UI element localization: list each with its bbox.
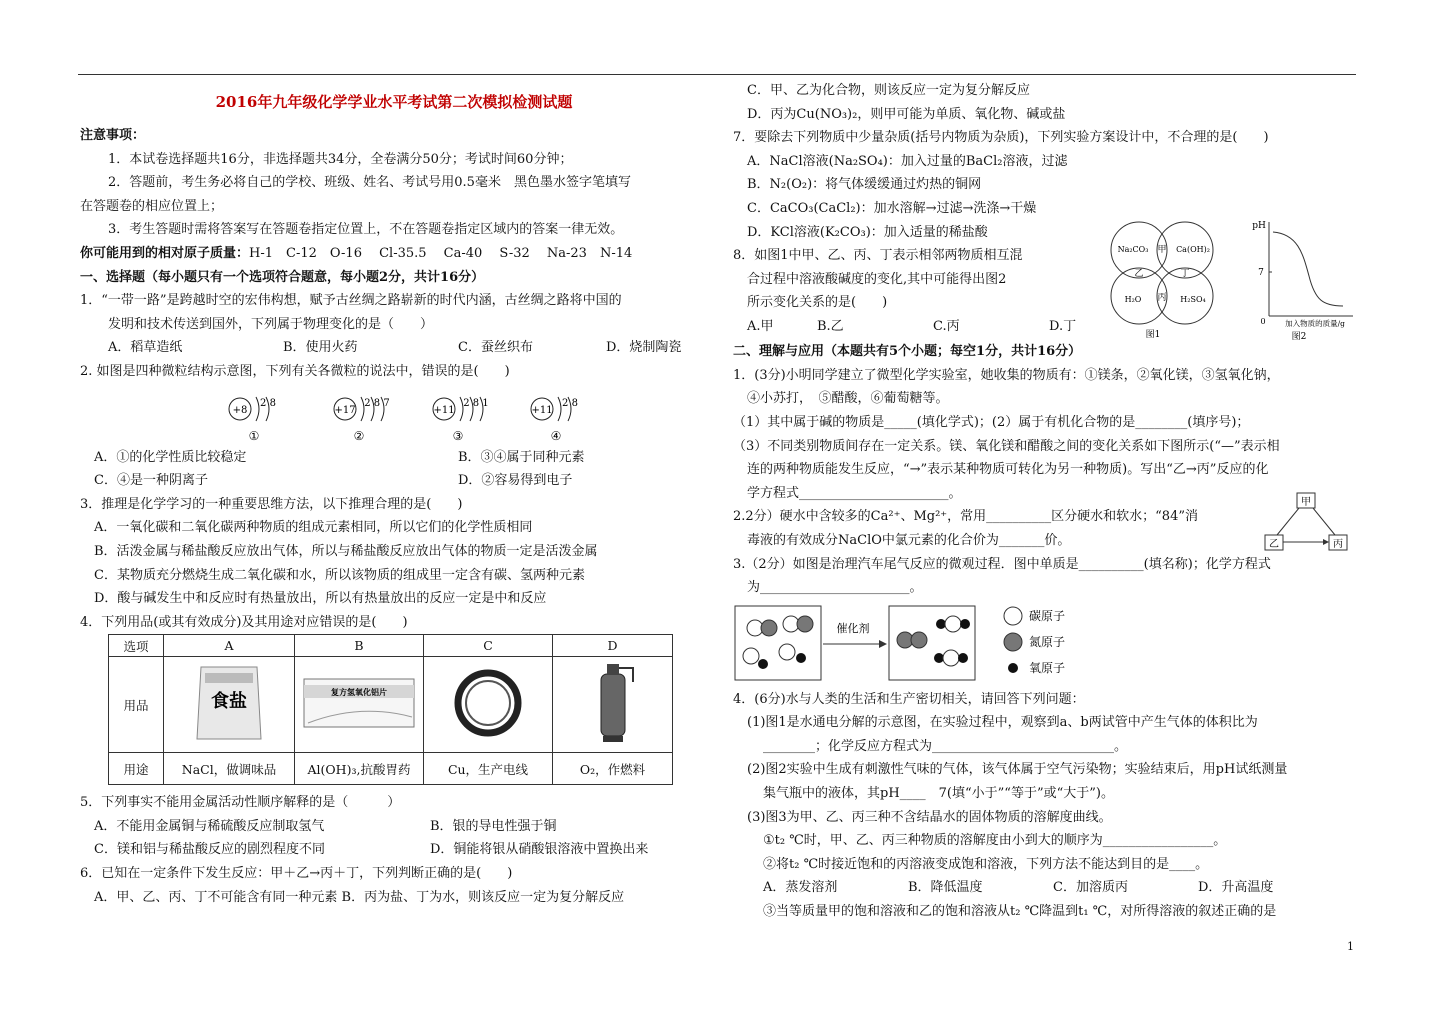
question-stem: 6．已知在一定条件下发生反应：甲＋乙→丙＋丁，下列判断正确的是( ): [80, 866, 513, 882]
table-header: A: [164, 635, 295, 657]
question-stem: 1．“一带一路”是跨越时空的宏伟构想，赋予古丝绸之路崭新的时代内涵，古丝绸之路将中国的: [80, 293, 622, 309]
option: D．升高温度: [1198, 880, 1274, 896]
svg-text:丙: 丙: [1157, 293, 1167, 304]
ph-figure-2: [1243, 214, 1355, 342]
right-column: [733, 79, 1355, 924]
section-heading: 二、理解与应用（本题共有5个小题；每空1分，共计16分）: [733, 344, 1082, 360]
question-stem: 7．要除去下列物质中少量杂质(括号内物质为杂质)，下列实验方案设计中，不合理的是( ): [733, 130, 1269, 146]
page-title: 2016年九年级化学学业水平考试第二次模拟检测试题: [215, 93, 573, 111]
option: D．铜能将银从硝酸银溶液中置换出来: [430, 842, 649, 858]
option: B.乙: [817, 318, 844, 334]
svg-text:7: 7: [1258, 268, 1264, 279]
svg-text:甲: 甲: [1301, 497, 1311, 509]
notice-item: 3．考生答题时需将答案写在答题卷指定位置上，不在答题卷指定区域内的答案一律无效。: [108, 222, 624, 238]
question-stem: (3)图3为甲、乙、丙三种不含结晶水的固体物质的溶解度曲线。: [747, 809, 1112, 825]
question-stem: 发明和技术传送到国外，下列属于物理变化的是（ ）: [108, 316, 434, 332]
table-cell: O₂，作燃料: [553, 753, 673, 785]
header-rule: [78, 74, 1356, 75]
option: C．加溶质丙: [1053, 880, 1128, 896]
shell-label: 2 8 1: [463, 397, 489, 409]
question-stem: ②将t₂ ℃时接近饱和的丙溶液变成饱和溶液，下列方法不能达到目的是____。: [763, 856, 1209, 872]
question-stem: 毒液的有效成分NaClO中氯元素的化合价为_______价。: [747, 532, 1071, 548]
option: B．N₂(O₂)：将气体缓缓通过灼热的铜网: [747, 177, 982, 193]
option: A．蒸发溶剂: [763, 880, 838, 896]
table-cell: Al(OH)₃,抗酸胃药: [295, 753, 424, 785]
svg-text:0: 0: [1260, 317, 1266, 327]
table-header: 选项: [109, 635, 164, 657]
option: A．稻草造纸: [108, 340, 183, 356]
particle-label: ②: [353, 428, 365, 442]
svg-text:H₂SO₄: H₂SO₄: [1180, 295, 1206, 305]
salt-bag-picture: [164, 657, 295, 753]
question-stem: ③当等质量甲的饱和溶液和乙的饱和溶液从t₂ ℃降温到t₁ ℃，对所得溶液的叙述正确的是: [763, 904, 1277, 920]
question-stem: 2.2分）硬水中含较多的Ca²⁺、Mg²⁺，常用__________区分硬水和软水；“84”消: [733, 509, 1198, 525]
venn-figure-1: [1107, 216, 1219, 341]
svg-text:乙: 乙: [1269, 539, 1279, 551]
question-stem: 所示变化关系的是( ): [747, 295, 888, 311]
question-stem: 合过程中溶液酸碱度的变化,其中可能得出图2: [747, 271, 1007, 287]
question-stem: （3）不同类别物质间存在一定关系。镁、氧化镁和醋酸之间的变化关系如下图所示(“—”表示相: [733, 438, 1280, 454]
question-stem: 集气瓶中的液体，其pH____ 7(填“小于”“等于”或“大于”)。: [763, 786, 1114, 802]
atomic-masses: [80, 242, 708, 266]
nucleus-label: +11: [433, 404, 455, 416]
legend-label: 氮原子: [1029, 634, 1066, 649]
particle-diagram: [80, 384, 708, 442]
notice-item: 在答题卷的相应位置上；: [80, 198, 224, 214]
oxygen-cylinder-picture: [553, 657, 673, 753]
atomic-label: 你可能用到的相对原子质量：: [80, 245, 250, 261]
notice-heading: 注意事项：: [80, 128, 146, 143]
option: D．酸与碱发生中和反应时有热量放出，所以有热量放出的反应一定是中和反应: [94, 591, 547, 607]
table-header: C: [424, 635, 553, 657]
option-row: [733, 876, 1355, 900]
svg-text:Ca(OH)₂: Ca(OH)₂: [1176, 245, 1210, 255]
svg-text:丙: 丙: [1333, 539, 1343, 551]
nucleus-label: +8: [232, 404, 248, 416]
option: D．②容易得到电子: [458, 473, 573, 489]
row-label: 用途: [109, 753, 164, 785]
option: C．蚕丝织布: [458, 340, 533, 356]
shell-label: 2 8: [562, 397, 578, 409]
option-row: [80, 469, 708, 493]
atomic-values: H-1 C-12 O-16 Cl-35.5 Ca-40 S-32 Na-23 N-14: [249, 245, 633, 261]
question-stem: （1）其中属于碱的物质是_____(填化学式)；(2）属于有机化合物的是________(填序号)；: [733, 414, 1250, 430]
option: D．KCl溶液(K₂CO₃)：加入适量的稀盐酸: [747, 224, 988, 240]
copper-wire-picture: [424, 657, 553, 753]
notice-item: 1．本试卷选择题共16分，非选择题共34分，全卷满分50分；考试时间60分钟；: [108, 151, 573, 167]
question-stem: 8．如图1中甲、乙、丙、丁表示相邻两物质相互混: [733, 248, 1023, 264]
option: A.甲: [747, 318, 774, 334]
question-stem: ________；化学反应方程式为____________________________。: [763, 738, 1128, 754]
page-number: 1: [1347, 940, 1354, 953]
question-stem: 2. 如图是四种微粒结构示意图，下列有关各微粒的说法中，错误的是( ): [80, 363, 510, 379]
option-row: [80, 446, 708, 470]
notice-item: 2．答题前，考生务必将自己的学校、班级、姓名、考试号用0.5毫米 黑色墨水签字笔填写: [108, 175, 631, 191]
option: D．烧制陶瓷: [606, 340, 682, 356]
option: B．③④属于同种元素: [458, 449, 585, 465]
table-header: D: [553, 635, 673, 657]
question-stem: ①t₂ ℃时，甲、乙、丙三种物质的溶解度由小到大的顺序为_________________。: [763, 833, 1227, 849]
question-stem: 学方程式_______________________。: [747, 485, 962, 501]
option: A．一氧化碳和二氧化碳两种物质的组成元素相同，所以它们的化学性质相同: [94, 520, 533, 536]
option: C.丙: [933, 318, 960, 334]
option: B．银的导电性强于铜: [430, 818, 557, 834]
svg-text:加入物质的质量/g: 加入物质的质量/g: [1285, 319, 1345, 329]
triangle-diagram: [1261, 491, 1351, 555]
section-heading: 一、选择题（每小题只有一个选项符合题意，每小题2分，共计16分）: [80, 269, 485, 285]
option: C．某物质充分燃烧生成二氧化碳和水，所以该物质的组成里一定含有碳、氢两种元素: [94, 567, 585, 583]
question-stem: 连的两种物质能发生反应，“→”表示某种物质可转化为另一种物质)。写出“乙→丙”反应的化: [747, 462, 1269, 478]
option: D.丁: [1049, 318, 1077, 334]
svg-text:Na₂CO₃: Na₂CO₃: [1117, 245, 1149, 255]
question-stem: 1．(3分)小明同学建立了微型化学实验室，她收集的物质有：①镁条，②氧化镁，③氢氧化钠，: [733, 367, 1280, 383]
option-row: [80, 838, 708, 862]
option: C．甲、乙为化合物，则该反应一定为复分解反应: [747, 83, 1030, 98]
option: B．使用火药: [283, 340, 358, 356]
question-stem: ④小苏打， ⑤醋酸，⑥葡萄糖等。: [747, 391, 949, 407]
svg-text:丁: 丁: [1180, 269, 1190, 280]
s2q2-block: [733, 497, 1355, 552]
particle-label: ③: [452, 428, 464, 442]
option: A．①的化学性质比较稳定: [94, 449, 247, 465]
table-cell: NaCl，做调味品: [164, 753, 295, 785]
svg-text:甲: 甲: [1157, 245, 1167, 256]
left-column: [80, 78, 708, 909]
salt-label: 食盐: [211, 691, 247, 713]
items-table: [108, 634, 673, 785]
option: A．不能用金属铜与稀硫酸反应制取氢气: [94, 818, 325, 834]
option: A．NaCl溶液(Na₂SO₄)：加入过量的BaCl₂溶液，过滤: [747, 153, 1068, 169]
option: C．镁和铝与稀盐酸反应的剧烈程度不同: [94, 842, 325, 858]
option: B．降低温度: [908, 880, 983, 896]
option: A．甲、乙、丙、丁不可能含有同一种元素 B．丙为盐、丁为水，则该反应一定为复分解反应: [94, 889, 625, 905]
question-stem: (2)图2实验中生成有刺激性气味的气体，该气体属于空气污染物；实验结束后，用pH试纸测量: [747, 762, 1288, 778]
svg-text:图2: 图2: [1291, 332, 1307, 343]
medicine-label: 复方氢氧化铝片: [331, 687, 387, 698]
question-stem: 3.（2分）如图是治理汽车尾气反应的微观过程．图中单质是__________(填名称)；化学方程式: [733, 556, 1271, 572]
particle-label: ①: [248, 428, 260, 442]
option: D．丙为Cu(NO₃)₂，则甲可能为单质、氧化物、碱或盐: [747, 106, 1066, 122]
option-row: [80, 336, 708, 360]
svg-text:H₂O: H₂O: [1124, 295, 1142, 305]
molecule-reaction-diagram: [733, 600, 1093, 684]
legend-label: 氧原子: [1029, 660, 1066, 675]
nucleus-label: +11: [531, 404, 553, 416]
table-cell: Cu，生产电线: [424, 753, 553, 785]
option: C．CaCO₃(CaCl₂)：加水溶解→过滤→洗涤→干燥: [747, 200, 1037, 216]
legend-label: 碳原子: [1029, 608, 1066, 623]
option-row: [80, 815, 708, 839]
svg-text:乙: 乙: [1134, 269, 1144, 280]
svg-text:pH: pH: [1252, 221, 1266, 232]
question-stem: 4．下列用品(或其有效成分)及其用途对应错误的是( ): [80, 614, 408, 630]
table-header: B: [295, 635, 424, 657]
particle-label: ④: [550, 428, 562, 442]
nucleus-label: +17: [334, 404, 356, 416]
shell-label: 2 8 7: [364, 397, 390, 409]
medicine-box-picture: [295, 657, 424, 753]
option: C．④是一种阴离子: [94, 473, 208, 489]
question-stem: 5．下列事实不能用金属活动性顺序解释的是（ ）: [80, 795, 401, 811]
option: B．活泼金属与稀盐酸反应放出气体，所以与稀盐酸反应放出气体的物质一定是活泼金属: [94, 543, 598, 559]
question-stem: 4．(6分)水与人类的生活和生产密切相关，请回答下列问题：: [733, 691, 1085, 707]
svg-text:图1: 图1: [1145, 330, 1161, 341]
shell-label: 2 8: [260, 397, 276, 409]
question-stem: 为_______________________。: [747, 580, 923, 596]
question-stem: (1)图1是水通电分解的示意图，在实验过程中，观察到a、b两试管中产生气体的体积比为: [747, 715, 1258, 731]
catalyst-label: 催化剂: [836, 621, 870, 635]
question-stem: 3．推理是化学学习的一种重要思维方法，以下推理合理的是( ): [80, 496, 463, 512]
row-label: 用品: [109, 657, 164, 753]
